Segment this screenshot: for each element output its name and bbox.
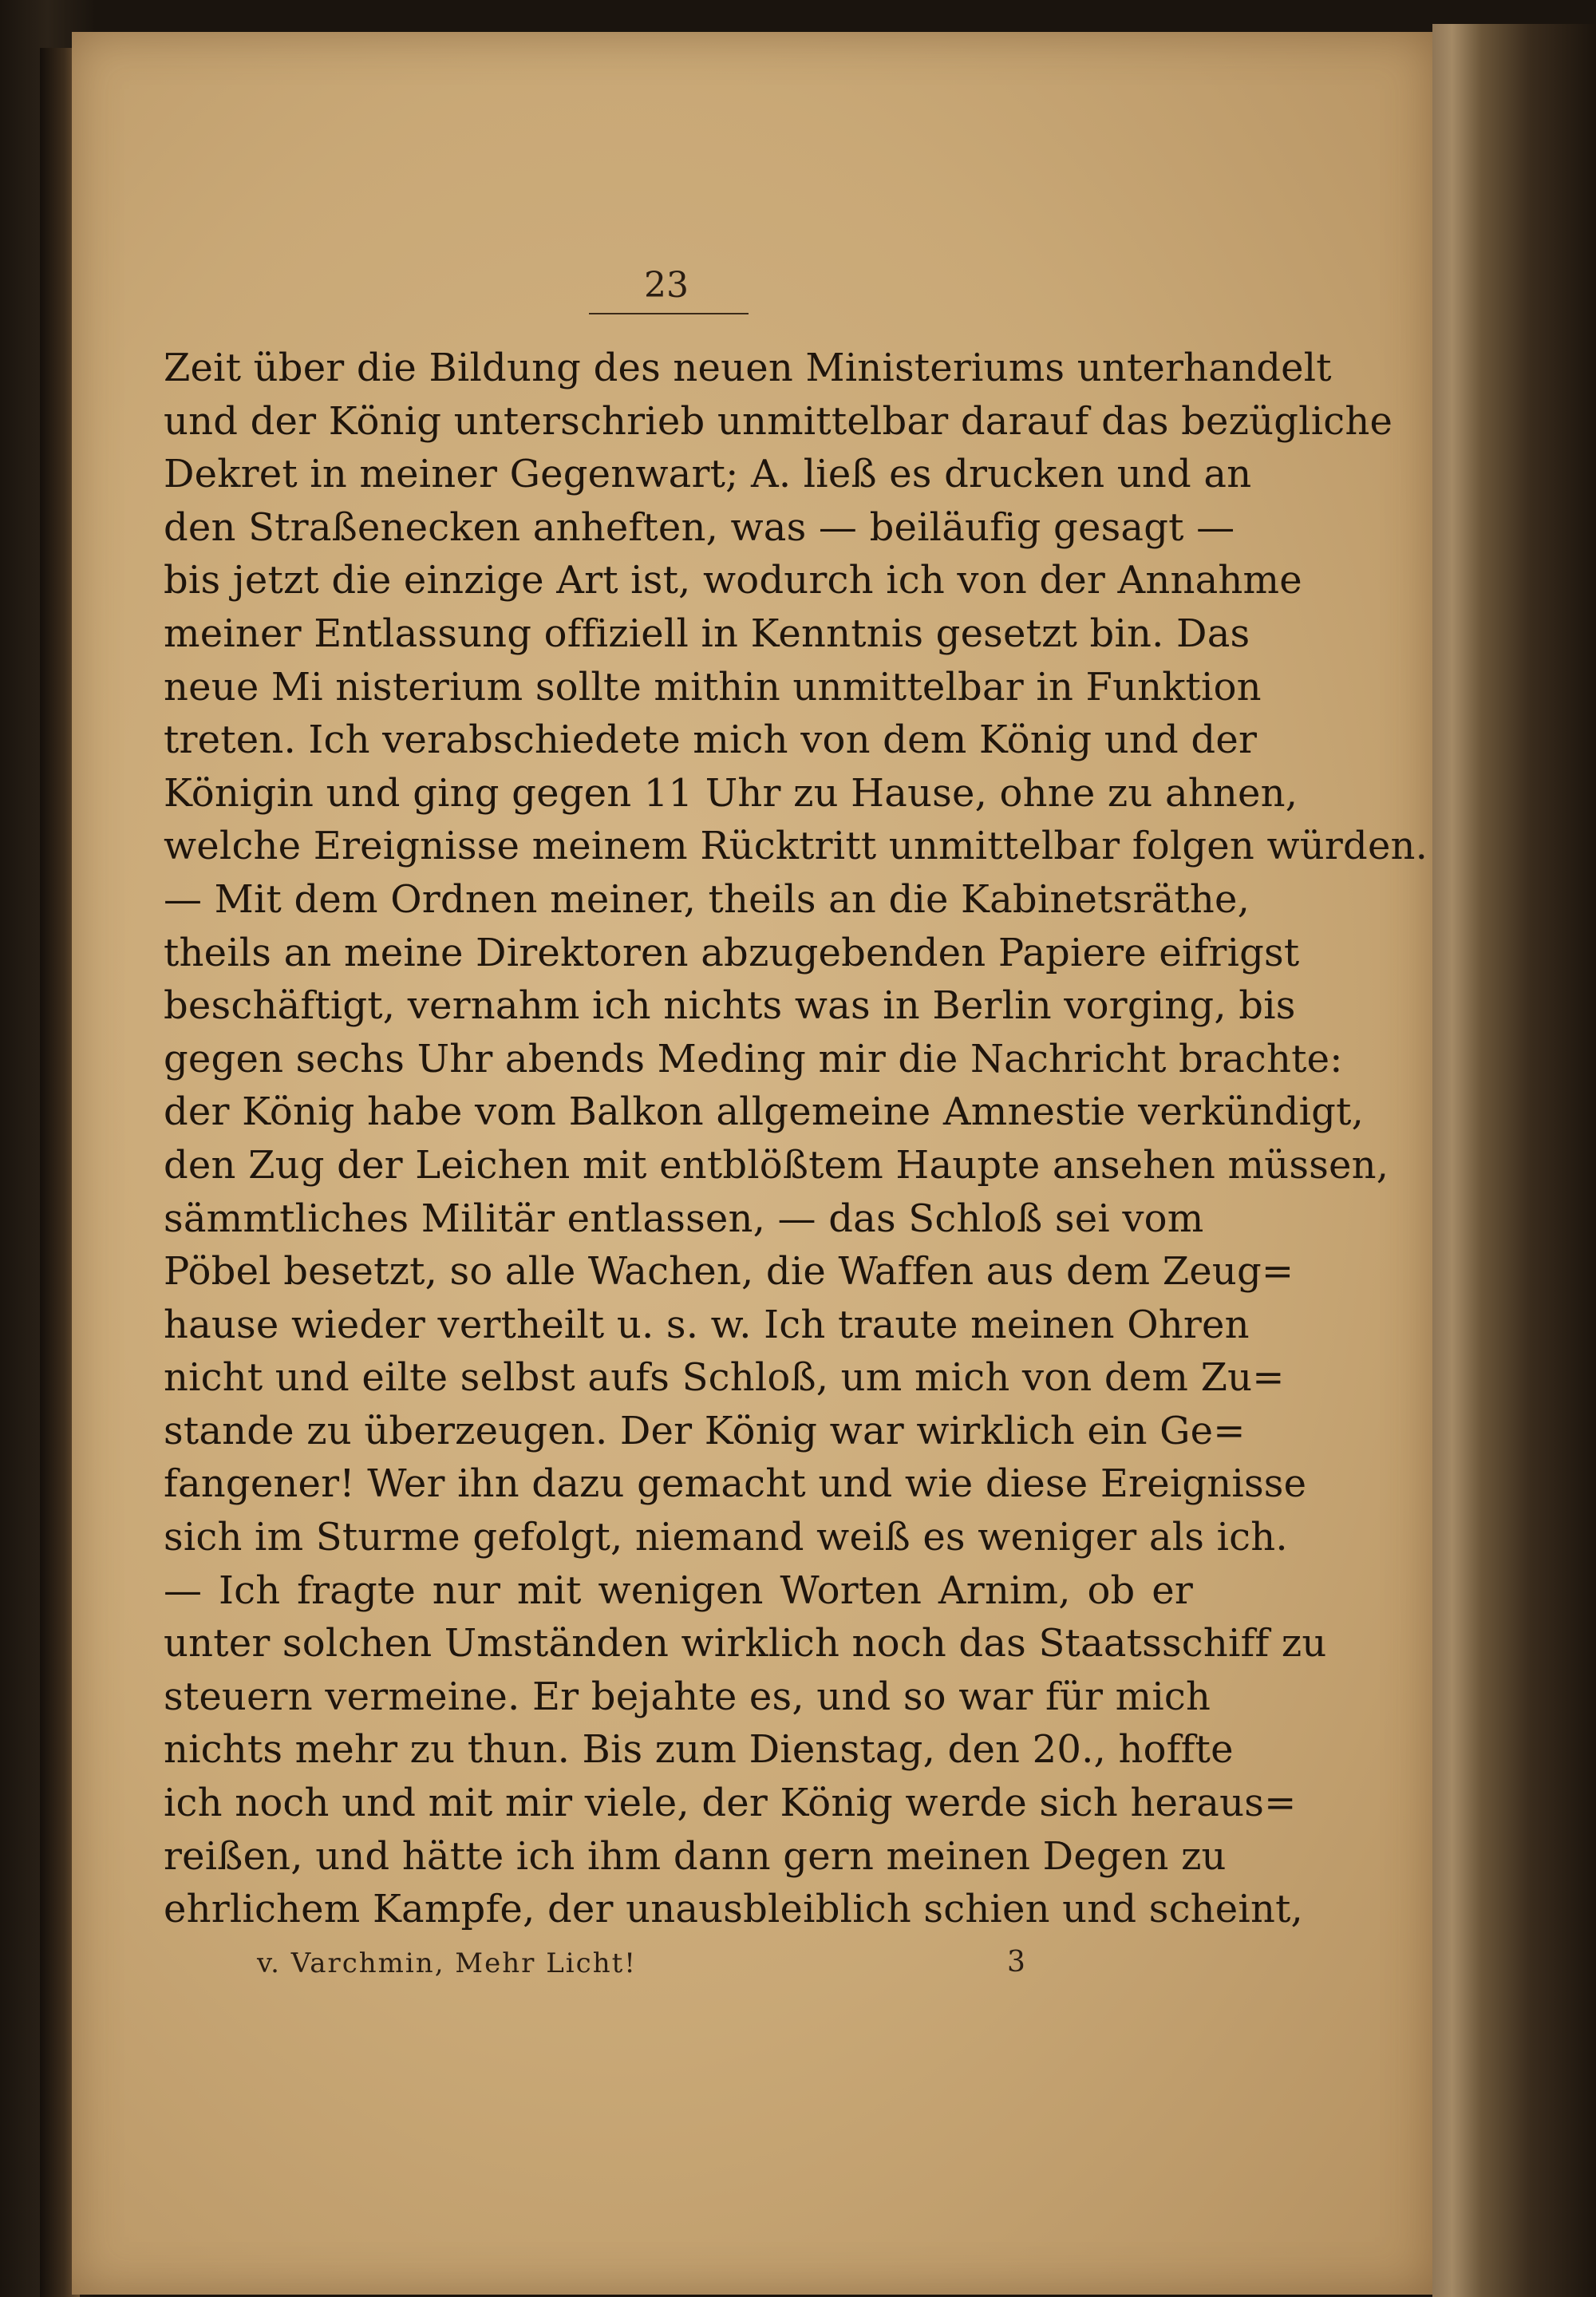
text-line: neue Mi nisterium sollte mithin unmittelbar in Funktion [164,664,1262,710]
text-line: Königin und ging gegen 11 Uhr zu Hause, ohne zu ahnen, [164,770,1298,816]
body-text [164,342,1428,1936]
text-line: Zeit über die Bildung des neuen Ministeriums unterhandelt [164,346,1332,390]
text-line: Pöbel besetzt, so alle Wachen, die Waffen aus dem Zeug= [164,1249,1294,1295]
text-line: sich im Sturme gefolgt, niemand weiß es weniger als ich. [164,1515,1288,1560]
text-line: ehrlichem Kampfe, der unausbleiblich schien und scheint, [164,1887,1304,1932]
text-line: nicht und eilte selbst aufs Schloß, um mich von dem Zu= [164,1355,1285,1401]
footer-signature: v. Varchmin, Mehr Licht! [257,1947,637,1979]
text-line: welche Ereignisse meinem Rücktritt unmittelbar folgen würden. [164,824,1428,869]
text-line: beschäftigt, vernahm ich nichts was in Berlin vorging, bis [164,983,1296,1029]
text-line: unter solchen Umständen wirklich noch das Staatsschiff zu [164,1621,1327,1666]
footer-sheet-number: 3 [1007,1946,1025,1979]
text-line: nichts mehr zu thun. Bis zum Dienstag, den 20., hoffte [164,1727,1234,1773]
text-line: sämmtliches Militär entlassen, — das Schloß sei vom [164,1196,1204,1241]
text-line: den Straßenecken anheften, was — beiläufig gesagt — [164,504,1235,550]
text-line: — Mit dem Ordnen meiner, theils an die Kabinetsräthe, [164,876,1250,922]
text-line: — Ich fragte nur mit wenigen Worten Arnim, ob er [164,1568,1193,1613]
text-line: und der König unterschrieb unmittelbar darauf das bezügliche [164,398,1393,444]
text-line: reißen, und hätte ich ihm dann gern meinen Degen zu [164,1833,1227,1879]
text-line: Dekret in meiner Gegenwart; A. ließ es drucken und an [164,452,1252,497]
page-edge [1432,24,1596,2297]
page-number: 23 [644,265,689,306]
text-line: meiner Entlassung offiziell in Kenntnis gesetzt bin. Das [164,611,1250,656]
text-line: ich noch und mit mir viele, der König werde sich heraus= [164,1781,1297,1826]
text-line: den Zug der Leichen mit entblößtem Haupte ansehen müssen, [164,1142,1389,1188]
text-line: steuern vermeine. Er bejahte es, und so war für mich [164,1674,1211,1719]
header-rule [589,313,749,314]
text-line: gegen sechs Uhr abends Meding mir die Nachricht brachte: [164,1036,1343,1081]
text-line: hause wieder vertheilt u. s. w. Ich traute meinen Ohren [164,1302,1250,1347]
text-line: der König habe vom Balkon allgemeine Amnestie verkündigt, [164,1089,1365,1135]
text-line: treten. Ich verabschiedete mich von dem König und der [164,718,1258,763]
text-line: fangener! Wer ihn dazu gemacht und wie diese Ereignisse [164,1461,1307,1507]
text-line: bis jetzt die einzige Art ist, wodurch ich von der Annahme [164,558,1302,603]
text-line: theils an meine Direktoren abzugebenden Papiere eifrigst [164,930,1300,975]
text-line: stande zu überzeugen. Der König war wirklich ein Ge= [164,1408,1246,1453]
